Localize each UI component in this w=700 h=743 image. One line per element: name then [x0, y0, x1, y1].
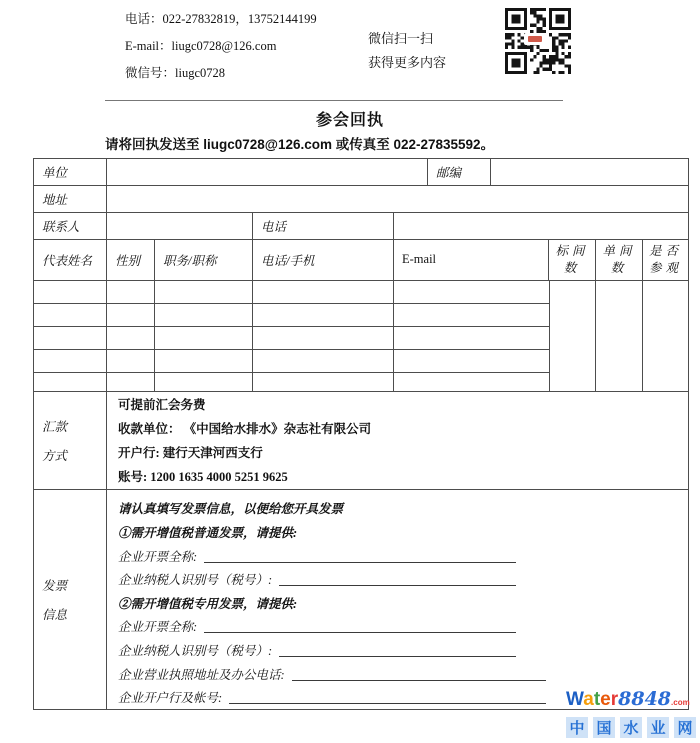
logo-letter: a [583, 689, 594, 710]
invoice-option-1: ①需开增值税普通发票，请提供: [118, 526, 298, 541]
standard-room-cell [549, 281, 596, 392]
room-count-merged-cells [549, 281, 690, 392]
email-header: E-mail [394, 240, 549, 280]
bank-name: 开户行: 建行天津河西支行 [118, 445, 263, 460]
invoice-info-row [34, 490, 688, 709]
tax-id-field-label-2: 企业纳税人识别号（税号）: [118, 644, 273, 659]
logo-cn-char: 业 [647, 717, 669, 738]
logo-letter: r [610, 689, 619, 710]
invoice-option-2: ②需开增值税专用发票，请提供: [118, 596, 298, 611]
representative-rows-area [34, 281, 688, 393]
send-to-notice: 请将回执发送至 liugc0728@126.com 或传真至 022-27835592。 [105, 137, 495, 152]
contact-person-input-cell [107, 213, 253, 239]
rep-name-header: 代表姓名 [34, 240, 107, 280]
logo-cn-char: 水 [620, 717, 642, 738]
logo-letter: t [593, 689, 601, 710]
fill-in-blank [279, 643, 516, 657]
invoice-info-label: 发票 信息 [34, 490, 107, 709]
water8848-logo [566, 688, 700, 738]
unit-row [34, 159, 688, 186]
rep-row-5 [34, 373, 549, 392]
unit-input-cell [107, 159, 428, 185]
visit-cell [643, 281, 690, 392]
company-name-field-label: 企业开票全称: [118, 549, 198, 564]
wechat-qr-code [505, 8, 571, 74]
payment-method-label: 汇款 方式 [34, 392, 107, 488]
wechat-id-line: 微信号：liugc0728 [125, 66, 225, 80]
logo-tld: .com [671, 698, 690, 707]
payment-method-row [34, 392, 688, 489]
fill-in-blank [292, 667, 546, 681]
wechat-scan-hint-line2: 获得更多内容 [368, 55, 447, 70]
company-name-field-label-2: 企业开票全称: [118, 620, 198, 635]
payee-name: 收款单位： 《中国给水排水》杂志社有限公司 [118, 421, 372, 436]
payment-note: 可提前汇会务费 [118, 397, 206, 412]
job-title-header: 职务/职称 [155, 240, 253, 280]
logo-cn-char: 网 [674, 717, 696, 738]
fill-in-blank [279, 572, 516, 586]
payment-details [107, 392, 688, 488]
logo-letter: e [600, 689, 611, 710]
address-row [34, 186, 688, 212]
sex-header: 性别 [107, 240, 155, 280]
standard-room-header: 标间数 [549, 240, 596, 280]
invoice-intro: 请认真填写发票信息，以便给您开具发票 [118, 502, 344, 517]
invoice-details [107, 490, 688, 709]
fill-in-blank [204, 549, 516, 563]
representative-rows [34, 281, 549, 392]
postcode-label: 邮编 [428, 159, 491, 185]
address-label: 地址 [34, 186, 107, 211]
phone-label: 电话 [253, 213, 394, 239]
fill-in-blank [229, 690, 546, 704]
logo-number: 8848 [618, 688, 672, 710]
contact-person-row [34, 213, 688, 240]
phone-line: 电话：022-27832819，13752144199 [125, 12, 317, 26]
logo-cn-char: 中 [566, 717, 588, 738]
license-address-field-label: 企业营业执照地址及办公电话: [118, 667, 285, 682]
reply-form-table [33, 158, 689, 710]
address-input-cell [107, 186, 688, 211]
logo-cn-char: 国 [593, 717, 615, 738]
logo-wordmark [566, 688, 700, 714]
mobile-header: 电话/手机 [253, 240, 394, 280]
page-title: 参会回执 [315, 112, 384, 129]
phone-input-cell [394, 213, 688, 239]
logo-cn-text [566, 717, 696, 738]
tax-id-field-label: 企业纳税人识别号（税号）: [118, 573, 273, 588]
logo-letter: W [566, 689, 584, 710]
unit-label: 单位 [34, 159, 107, 185]
postcode-input-cell [491, 159, 688, 185]
bank-account-field-label: 企业开户行及帐号: [118, 691, 223, 706]
single-room-cell [596, 281, 643, 392]
single-room-header: 单间数 [596, 240, 643, 280]
rep-row-2 [34, 304, 549, 327]
organizer-contact-block [125, 6, 317, 87]
rep-row-1 [34, 281, 549, 304]
header-divider-line [105, 100, 563, 101]
visit-header: 是否参观 [649, 243, 683, 275]
wechat-scan-hint [368, 27, 446, 75]
rep-row-4 [34, 350, 549, 373]
account-number: 账号: 1200 1635 4000 5251 9625 [118, 469, 288, 484]
logo-letters [566, 689, 618, 710]
representative-header-row [34, 240, 688, 281]
fill-in-blank [204, 619, 516, 633]
contact-person-label: 联系人 [34, 213, 107, 239]
email-line: E-mail：liugc0728@126.com [125, 39, 277, 53]
qr-center-badge [524, 33, 546, 45]
wechat-scan-hint-line1: 微信扫一扫 [368, 31, 434, 46]
rep-row-3 [34, 327, 549, 350]
